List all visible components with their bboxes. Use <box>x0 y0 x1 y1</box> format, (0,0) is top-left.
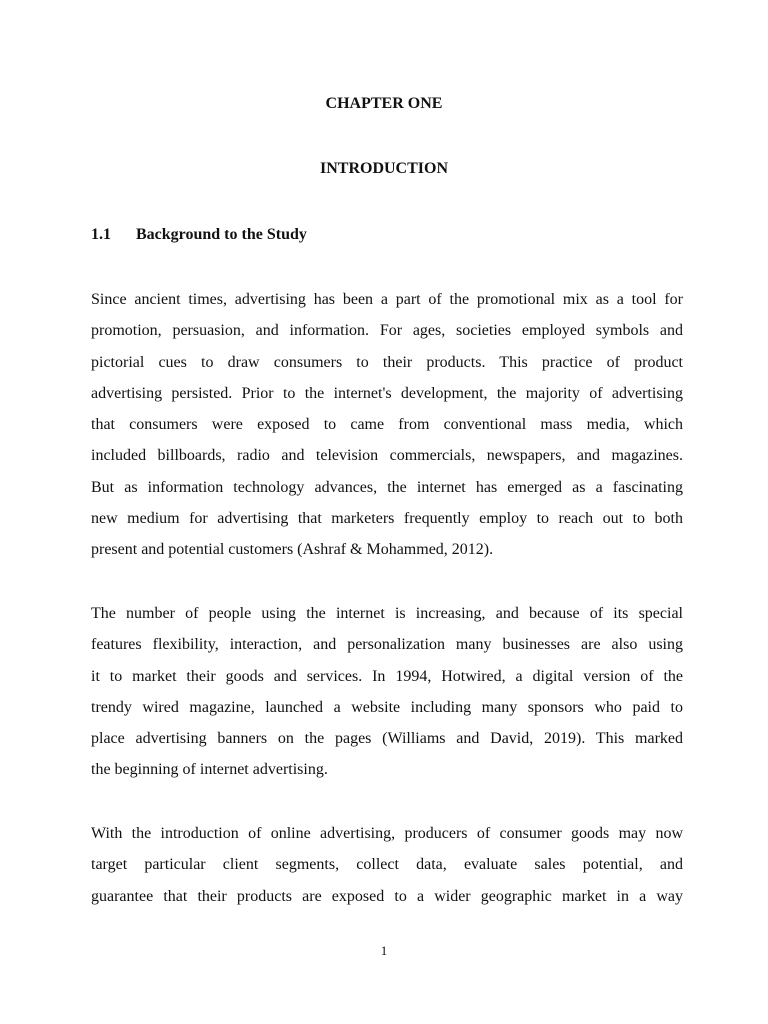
paragraph-line: target particular client segments, collect data, evaluate sales potential, and <box>91 856 683 874</box>
paragraph-line: pictorial cues to draw consumers to their products. This practice of product <box>91 353 683 371</box>
paragraph-line: With the introduction of online advertising, producers of consumer goods may now <box>91 825 683 842</box>
paragraph-line: it to market their goods and services. In 1994, Hotwired, a digital version of the <box>91 667 683 685</box>
paragraph-line: Since ancient times, advertising has been a part of the promotional mix as a tool for <box>91 291 683 308</box>
paragraph-3 <box>91 818 683 912</box>
paragraph-line: guarantee that their products are exposed to a wider geographic market in a way <box>91 887 683 905</box>
section-number: 1.1 <box>91 226 111 243</box>
paragraph-line: that consumers were exposed to came from conventional mass media, which <box>91 416 683 434</box>
paragraph-line: advertising persisted. Prior to the internet's development, the majority of advertising <box>91 384 683 402</box>
section-heading <box>91 225 307 245</box>
paragraph-line: The number of people using the internet is increasing, and because of its special <box>91 605 683 622</box>
paragraph-2 <box>91 598 683 786</box>
paragraph-line: new medium for advertising that marketers frequently employ to reach out to both <box>91 510 683 528</box>
paragraph-line: trendy wired magazine, launched a website including many sponsors who paid to <box>91 698 683 716</box>
paragraph-1 <box>91 284 683 566</box>
paragraph-line: promotion, persuasion, and information. For ages, societies employed symbols and <box>91 322 683 340</box>
section-title: Background to the Study <box>136 226 307 243</box>
paragraph-line: the beginning of internet advertising. <box>91 761 328 779</box>
paragraph-line: But as information technology advances, the internet has emerged as a fascinating <box>91 478 683 496</box>
paragraph-line: features flexibility, interaction, and personalization many businesses are also using <box>91 636 683 654</box>
paragraph-line: place advertising banners on the pages (Williams and David, 2019). This marked <box>91 730 683 748</box>
paragraph-line: present and potential customers (Ashraf & Mohammed, 2012). <box>91 541 494 559</box>
chapter-title: INTRODUCTION <box>319 160 448 177</box>
chapter-heading: CHAPTER ONE <box>325 95 443 112</box>
page-number: 1 <box>380 943 388 958</box>
paragraph-line: included billboards, radio and television commercials, newspapers, and magazines. <box>91 447 683 465</box>
